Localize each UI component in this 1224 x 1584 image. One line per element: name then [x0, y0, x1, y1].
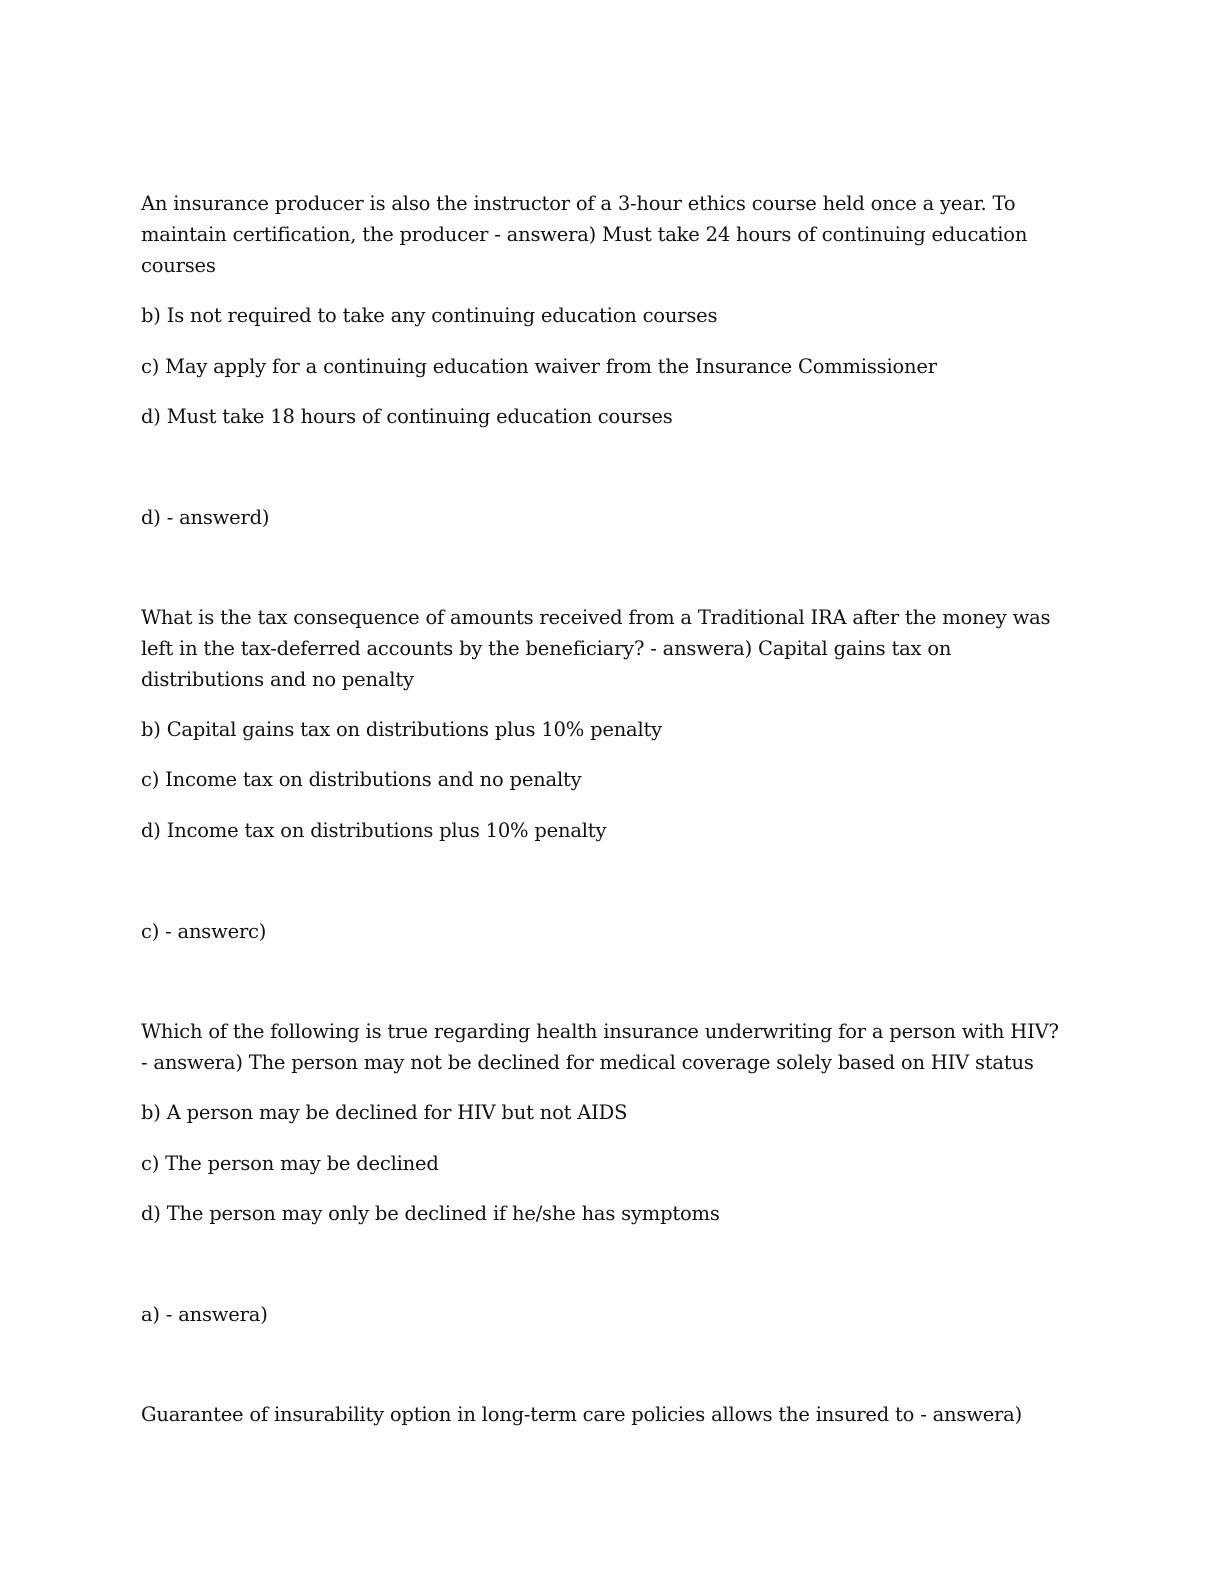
question-1-option-d: d) Must take 18 hours of continuing education courses — [141, 405, 673, 428]
question-2-option-d: d) Income tax on distributions plus 10% penalty — [141, 819, 607, 842]
question-1-option-c: c) May apply for a continuing education waiver from the Insurance Commissioner — [141, 355, 937, 378]
question-2-answer: c) - answerc) — [141, 920, 267, 943]
question-4-stem: Guarantee of insurability option in long-term care policies allows the insured to - answera) — [141, 1403, 1022, 1426]
question-3-option-c: c) The person may be declined — [141, 1152, 439, 1175]
question-3-stem: Which of the following is true regarding health insurance underwriting for a person with HIV? - answera) The person may not be declined for medical coverage solely based on HIV status — [141, 1020, 1059, 1074]
question-3-option-b: b) A person may be declined for HIV but not AIDS — [141, 1101, 628, 1124]
question-3-option-d: d) The person may only be declined if he/she has symptoms — [141, 1202, 720, 1225]
question-1-option-b: b) Is not required to take any continuing education courses — [141, 304, 718, 327]
question-2-option-b: b) Capital gains tax on distributions plus 10% penalty — [141, 718, 662, 741]
question-3-answer: a) - answera) — [141, 1303, 268, 1326]
question-2-option-c: c) Income tax on distributions and no penalty — [141, 768, 582, 791]
question-1-stem: An insurance producer is also the instructor of a 3-hour ethics course held once a year. To maintain certification, the producer - answera) Must take 24 hours of continuing education courses — [141, 192, 1028, 277]
question-2-stem: What is the tax consequence of amounts received from a Traditional IRA after the money was left in the tax-deferred accounts by the beneficiary? - answera) Capital gains tax on distributions and no penalty — [141, 606, 1051, 691]
question-1-answer: d) - answerd) — [141, 506, 270, 529]
